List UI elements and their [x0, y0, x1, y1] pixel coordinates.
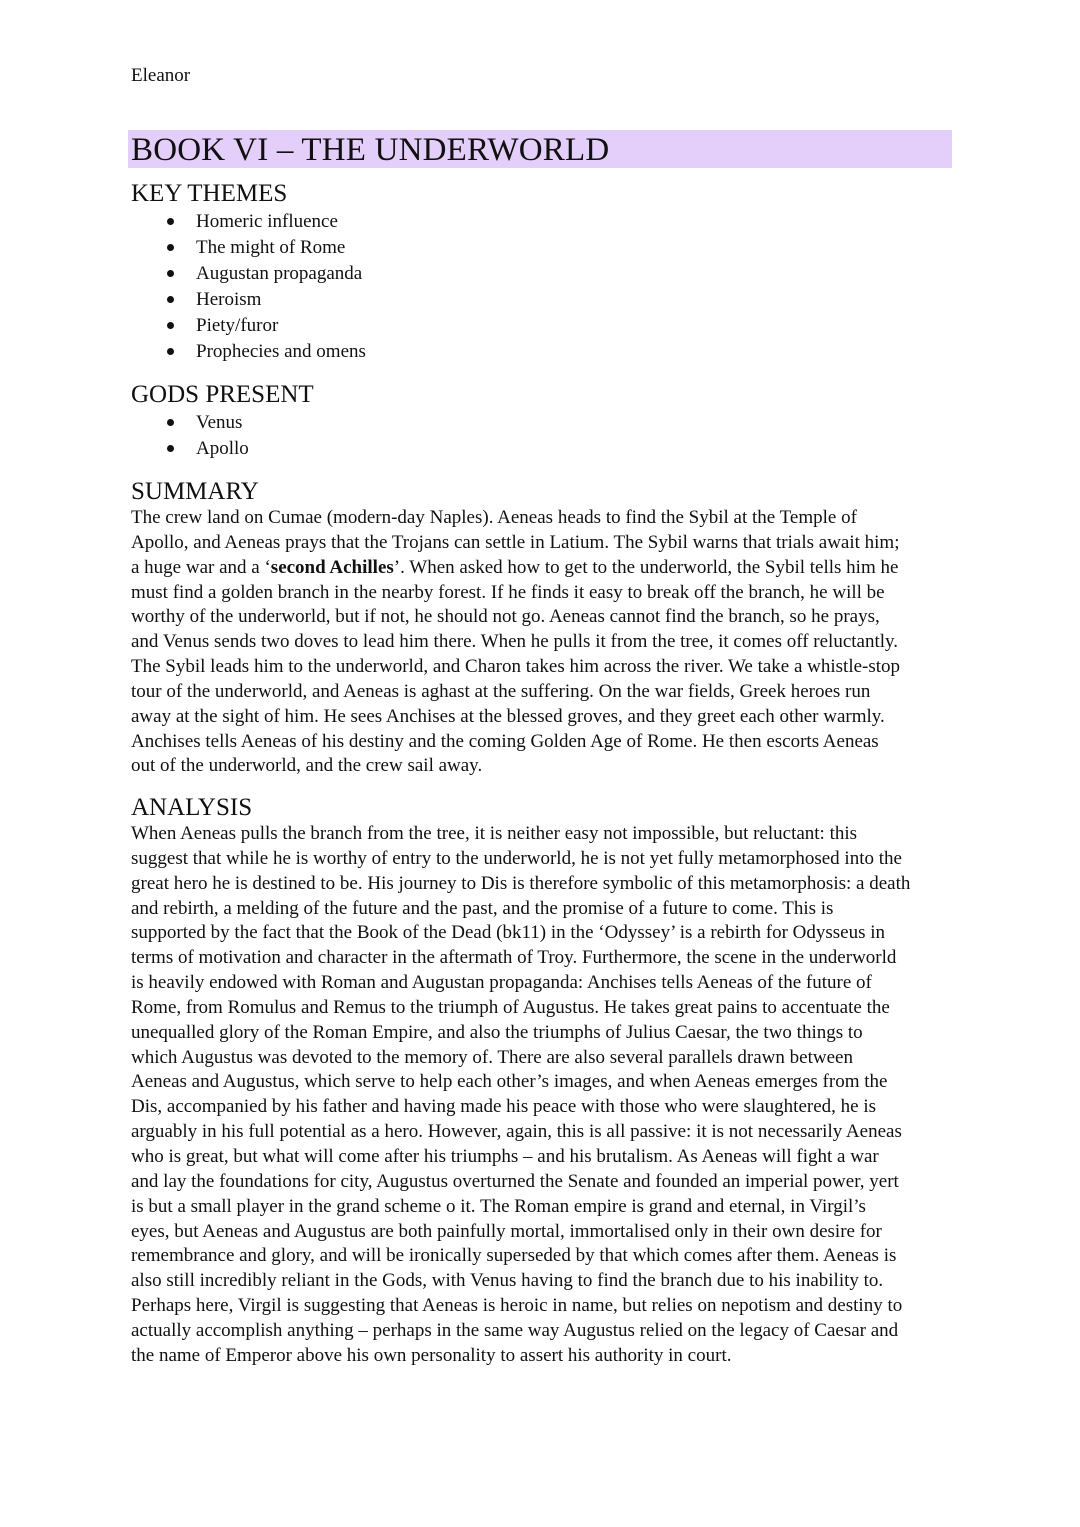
author-name: Eleanor: [131, 65, 191, 86]
bullet-icon: [167, 296, 174, 303]
list-item: Homeric influence: [131, 209, 366, 235]
gods-present-heading: GODS PRESENT: [131, 381, 314, 408]
bullet-icon: [167, 218, 174, 225]
text-line: unequalled glory of the Roman Empire, and also the triumphs of Julius Caesar, the two things to: [131, 1021, 863, 1043]
text-line: is but a small player in the grand scheme o it. The Roman empire is grand and eternal, in Virgil’s: [131, 1195, 866, 1217]
text-line: also still incredibly reliant in the Gods, with Venus having to find the branch due to his inability to.: [131, 1270, 884, 1292]
text-line: Dis, accompanied by his father and having made his peace with those who were slaughtered, he is: [131, 1096, 876, 1118]
analysis-heading: ANALYSIS: [131, 794, 253, 821]
text-line: which Augustus was devoted to the memory of. There are also several parallels drawn between: [131, 1046, 853, 1068]
text-line: eyes, but Aeneas and Augustus are both painfully mortal, immortalised only in their own desire for: [131, 1220, 882, 1242]
text-line: and rebirth, a melding of the future and the past, and the promise of a future to come. This is: [131, 897, 834, 919]
text-line: worthy of the underworld, but if not, he should not go. Aeneas cannot find the branch, so he prays,: [131, 606, 880, 628]
list-item: Venus: [131, 410, 249, 436]
text-line: The Sybil leads him to the underworld, and Charon takes him across the river. We take a whistle-stop: [131, 656, 901, 678]
analysis-paragraph: [131, 822, 953, 1369]
text-line: suggest that while he is worthy of entry to the underworld, he is not yet fully metamorphosed into the: [131, 847, 902, 869]
list-item: Augustan propaganda: [131, 261, 366, 287]
text-line: The crew land on Cumae (modern-day Naples). Aeneas heads to find the Sybil at the Temple of: [131, 507, 857, 528]
text-line: Rome, from Romulus and Remus to the triumph of Augustus. He takes great pains to accentuate the: [131, 996, 890, 1018]
summary-paragraph: [131, 506, 953, 779]
text-line: must find a golden branch in the nearby forest. If he finds it easy to break off the branch, he will be: [131, 581, 885, 603]
text-line: out of the underworld, and the crew sail away.: [131, 755, 483, 777]
text-line: remembrance and glory, and will be ironically superseded by that which comes after them. Aeneas is: [131, 1245, 897, 1267]
bullet-icon: [167, 322, 174, 329]
text-line: tour of the underworld, and Aeneas is aghast at the suffering. On the war fields, Greek heroes run: [131, 680, 871, 702]
text-line: Aeneas and Augustus, which serve to help each other’s images, and when Aeneas emerges from the: [131, 1071, 888, 1093]
text-line: terms of motivation and character in the aftermath of Troy. Furthermore, the scene in the underworld: [131, 947, 897, 969]
list-item: Heroism: [131, 287, 366, 313]
emphasis-text: second Achilles: [270, 556, 394, 578]
text-line: actually accomplish anything – perhaps in the same way Augustus relied on the legacy of Caesar and: [131, 1319, 899, 1341]
page-title: BOOK VI – THE UNDERWORLD: [131, 132, 610, 168]
text-line: When Aeneas pulls the branch from the tree, it is neither easy not impossible, but reluctant: this: [131, 823, 858, 844]
text-line: Perhaps here, Virgil is suggesting that Aeneas is heroic in name, but relies on nepotism and destiny to: [131, 1295, 903, 1317]
list-item: Apollo: [131, 436, 249, 462]
key-themes-list: [131, 209, 366, 366]
text-line: Apollo, and Aeneas prays that the Trojans can settle in Latium. The Sybil warns that trials await him;: [131, 531, 900, 553]
key-themes-heading: KEY THEMES: [131, 180, 288, 207]
list-item: Prophecies and omens: [131, 339, 366, 365]
text-line: Anchises tells Aeneas of his destiny and the coming Golden Age of Rome. He then escorts Aeneas: [131, 730, 879, 752]
text-line: the name of Emperor above his own personality to assert his authority in court.: [131, 1344, 732, 1366]
list-item: The might of Rome: [131, 235, 366, 261]
bullet-icon: [167, 419, 174, 426]
gods-present-list: [131, 410, 249, 462]
text-line: who is great, but what will come after his triumphs – and his brutalism. As Aeneas will fight a war: [131, 1145, 879, 1167]
list-item: Piety/furor: [131, 313, 366, 339]
text-line: a huge war and a ‘second Achilles’. When asked how to get to the underworld, the Sybil tells him he: [131, 556, 899, 578]
text-line: and Venus sends two doves to lead him there. When he pulls it from the tree, it comes off reluctantly.: [131, 631, 899, 653]
bullet-icon: [167, 445, 174, 452]
summary-heading: SUMMARY: [131, 478, 259, 505]
text-line: away at the sight of him. He sees Anchises at the blessed groves, and they greet each other warmly.: [131, 705, 885, 727]
text-line: is heavily endowed with Roman and Augustan propaganda: Anchises tells Aeneas of the future of: [131, 972, 872, 994]
bullet-icon: [167, 244, 174, 251]
text-line: arguably in his full potential as a hero. However, again, this is all passive: it is not necessarily Aeneas: [131, 1121, 902, 1143]
text-line: and lay the foundations for city, Augustus overturned the Senate and founded an imperial power, yert: [131, 1170, 899, 1192]
text-line: great hero he is destined to be. His journey to Dis is therefore symbolic of this metamorphosis: a death: [131, 872, 911, 894]
text-line: supported by the fact that the Book of the Dead (bk11) in the ‘Odyssey’ is a rebirth for Odysseus in: [131, 922, 886, 944]
bullet-icon: [167, 348, 174, 355]
bullet-icon: [167, 270, 174, 277]
